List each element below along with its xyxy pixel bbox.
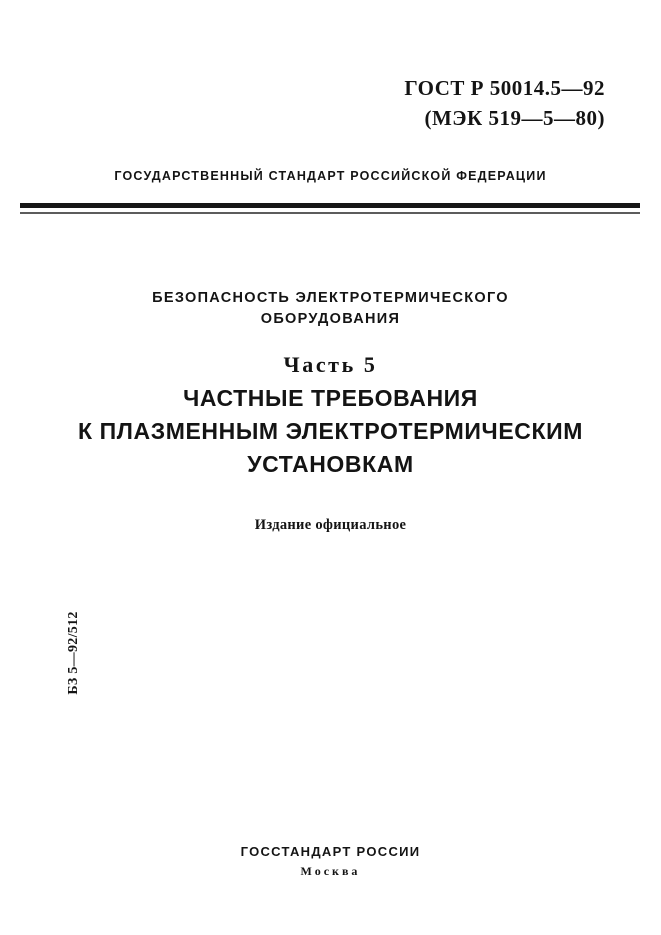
gost-number: ГОСТ Р 50014.5—92 bbox=[404, 76, 605, 100]
part-label: Часть 5 bbox=[283, 352, 378, 377]
publication-city: Москва bbox=[300, 864, 361, 878]
side-code-text: БЗ 5—92/512 bbox=[66, 611, 81, 695]
side-code bbox=[61, 605, 87, 701]
part-title-line-3: УСТАНОВКАМ bbox=[247, 451, 414, 477]
part-title-line-1: ЧАСТНЫЕ ТРЕБОВАНИЯ bbox=[183, 385, 478, 411]
header-divider-thin bbox=[20, 212, 640, 214]
part-title-line-2: К ПЛАЗМЕННЫМ ЭЛЕКТРОТЕРМИЧЕСКИМ bbox=[77, 418, 583, 444]
iec-number: (МЭК 519—5—80) bbox=[424, 106, 605, 130]
main-title-line-1: БЕЗОПАСНОСТЬ ЭЛЕКТРОТЕРМИЧЕСКОГО bbox=[152, 290, 509, 306]
part-title bbox=[0, 382, 661, 481]
header-divider-thick bbox=[20, 203, 640, 208]
edition-note: Издание официальное bbox=[254, 517, 407, 533]
state-standard-heading: ГОСУДАРСТВЕННЫЙ СТАНДАРТ РОССИЙСКОЙ ФЕДЕРАЦИИ bbox=[114, 169, 547, 183]
main-title-line-2: ОБОРУДОВАНИЯ bbox=[260, 311, 401, 327]
main-title bbox=[0, 288, 661, 330]
publisher: ГОССТАНДАРТ РОССИИ bbox=[240, 844, 421, 859]
